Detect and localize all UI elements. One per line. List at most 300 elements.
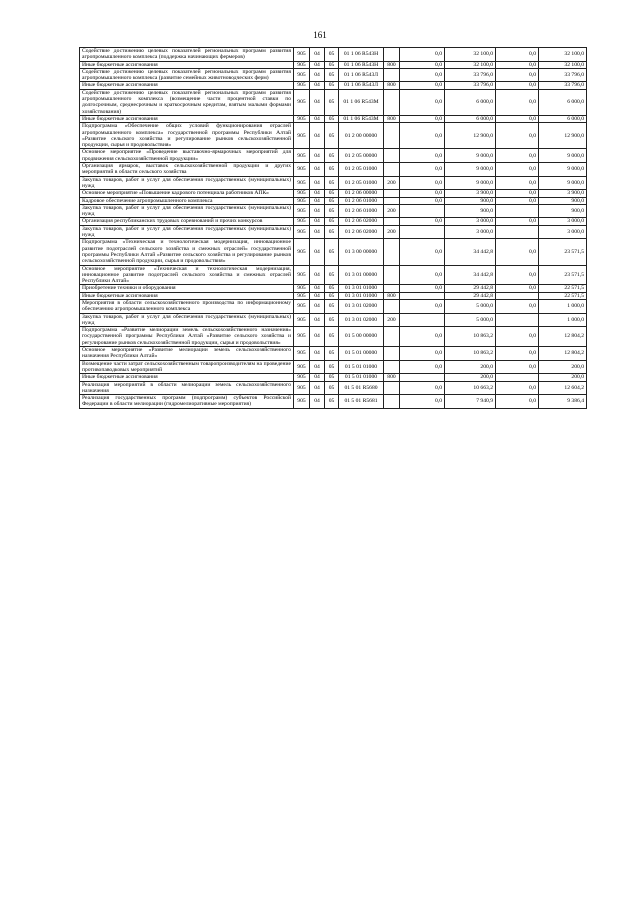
amount-3: 0,0 <box>496 327 539 347</box>
row-name: Закупка товаров, работ и услуг для обеспечения государственных (муниципальных) нужд <box>80 176 294 190</box>
table-row <box>80 374 587 381</box>
amount-4: 12 604,2 <box>539 381 587 395</box>
subsection-code: 05 <box>325 204 339 218</box>
row-name: Содействие достижению целевых показателей региональных программ развития агропромышленного комплекса (поддержка начинающих фермеров) <box>80 48 294 62</box>
section-code: 04 <box>310 239 325 265</box>
amount-3: 0,0 <box>496 197 539 204</box>
amount-3: 0,0 <box>496 176 539 190</box>
ved-code: 905 <box>294 115 310 122</box>
subsection-code: 05 <box>325 360 339 374</box>
amount-3: 0,0 <box>496 163 539 177</box>
amount-1: 0,0 <box>400 176 445 190</box>
table-row <box>80 48 587 62</box>
row-name: Организация ярмарок, выставок сельскохозяйственной продукции и других мероприятий в области сельского хозяйства <box>80 163 294 177</box>
amount-4: 3 000,0 <box>539 218 587 225</box>
amount-3: 0,0 <box>496 381 539 395</box>
target-article-code: 01 2 05 00000 <box>339 149 384 163</box>
amount-1: 0,0 <box>400 265 445 285</box>
section-code: 04 <box>310 347 325 361</box>
row-name: Организация республиканских трудовых соревнований и прочих конкурсов <box>80 218 294 225</box>
target-article-code: 01 2 06 01000 <box>339 197 384 204</box>
row-name: Основное мероприятие «Техническая и технологическая модернизация, инновационное развитие подотраслей сельского хозяйства и смежных отраслей Республики Алтай» <box>80 265 294 285</box>
ved-code: 905 <box>294 313 310 327</box>
amount-1: 0,0 <box>400 299 445 313</box>
expense-type-code <box>384 190 400 197</box>
subsection-code: 05 <box>325 327 339 347</box>
expense-type-code: 800 <box>384 292 400 299</box>
table-row <box>80 327 587 347</box>
expense-type-code <box>384 381 400 395</box>
row-name: Иные бюджетные ассигнования <box>80 115 294 122</box>
row-name: Основное мероприятие «Проведение выставочно-ярмарочных мероприятий для продвижения сельскохозяйственной продукции» <box>80 149 294 163</box>
expense-type-code <box>384 89 400 115</box>
ved-code: 905 <box>294 48 310 62</box>
amount-2: 900,0 <box>445 197 496 204</box>
amount-4: 900,0 <box>539 197 587 204</box>
table-row <box>80 395 587 409</box>
row-name: Подпрограмма «Развитие мелиорации земель сельскохозяйственного назначения» государственной программы Республики Алтай «Развитие сельского хозяйства и регулирование рынков сельскохозяйственной продукции, сырья и продовольствия» <box>80 327 294 347</box>
subsection-code: 05 <box>325 299 339 313</box>
section-code: 04 <box>310 204 325 218</box>
section-code: 04 <box>310 61 325 68</box>
subsection-code: 05 <box>325 285 339 292</box>
expense-type-code: 800 <box>384 61 400 68</box>
ved-code: 905 <box>294 163 310 177</box>
target-article-code: 01 3 01 01000 <box>339 285 384 292</box>
section-code: 04 <box>310 190 325 197</box>
amount-1: 0,0 <box>400 61 445 68</box>
table-row <box>80 61 587 68</box>
target-article-code: 01 2 05 01000 <box>339 176 384 190</box>
amount-2: 29 442,8 <box>445 292 496 299</box>
ved-code: 905 <box>294 299 310 313</box>
row-name: Приобретение техники и оборудования <box>80 285 294 292</box>
ved-code: 905 <box>294 239 310 265</box>
subsection-code: 05 <box>325 48 339 62</box>
amount-2: 3 000,0 <box>445 218 496 225</box>
section-code: 04 <box>310 225 325 239</box>
ved-code: 905 <box>294 89 310 115</box>
section-code: 04 <box>310 123 325 149</box>
table-row <box>80 313 587 327</box>
expense-type-code <box>384 299 400 313</box>
row-name: Подпрограмма «Техническая и технологическая модернизация, инновационное развитие подотраслей сельского хозяйства и смежных отраслей» государственной программы Республики Алтай «Развитие сельского хозяйства и регулирование рынков сельскохозяйственной продукции, сырья и продовольствия» <box>80 239 294 265</box>
amount-4: 200,0 <box>539 374 587 381</box>
amount-2: 34 442,8 <box>445 239 496 265</box>
target-article-code: 01 1 06 R543Л <box>339 82 384 89</box>
amount-4: 6 000,0 <box>539 115 587 122</box>
table-row <box>80 292 587 299</box>
amount-3: 0,0 <box>496 68 539 82</box>
amount-4: 12 804,2 <box>539 327 587 347</box>
subsection-code: 05 <box>325 313 339 327</box>
amount-1: 0,0 <box>400 285 445 292</box>
subsection-code: 05 <box>325 68 339 82</box>
table-row <box>80 115 587 122</box>
section-code: 04 <box>310 285 325 292</box>
subsection-code: 05 <box>325 347 339 361</box>
table-row <box>80 285 587 292</box>
amount-1: 0,0 <box>400 48 445 62</box>
amount-4: 32 100,0 <box>539 61 587 68</box>
amount-4: 23 571,5 <box>539 239 587 265</box>
expense-type-code <box>384 48 400 62</box>
table-row <box>80 360 587 374</box>
amount-2: 3 000,0 <box>445 225 496 239</box>
row-name: Подпрограмма «Обеспечение общих условий функционирования отраслей агропромышленного комплекса» государственной программы Республики Алтай «Развитие сельского хозяйства и регулирование рынков сельскохозяйственной продукции, сырья и продовольствия» <box>80 123 294 149</box>
amount-1: 0,0 <box>400 218 445 225</box>
ved-code: 905 <box>294 82 310 89</box>
subsection-code: 05 <box>325 395 339 409</box>
section-code: 04 <box>310 381 325 395</box>
expense-type-code <box>384 197 400 204</box>
row-name: Основное мероприятие «Развитие мелиорации земель сельскохозяйственного назначения Республики Алтай» <box>80 347 294 361</box>
amount-4: 200,0 <box>539 360 587 374</box>
ved-code: 905 <box>294 381 310 395</box>
ved-code: 905 <box>294 347 310 361</box>
expense-type-code <box>384 395 400 409</box>
row-name: Иные бюджетные ассигнования <box>80 292 294 299</box>
amount-3 <box>496 204 539 218</box>
amount-2: 9 000,0 <box>445 163 496 177</box>
ved-code: 905 <box>294 149 310 163</box>
amount-1 <box>400 313 445 327</box>
ved-code: 905 <box>294 197 310 204</box>
row-name: Иные бюджетные ассигнования <box>80 61 294 68</box>
target-article-code: 01 5 01 00000 <box>339 347 384 361</box>
amount-1: 0,0 <box>400 381 445 395</box>
section-code: 04 <box>310 176 325 190</box>
amount-2: 5 000,0 <box>445 313 496 327</box>
table-row <box>80 347 587 361</box>
amount-2: 32 100,0 <box>445 48 496 62</box>
subsection-code: 05 <box>325 82 339 89</box>
amount-2: 9 000,0 <box>445 149 496 163</box>
row-name: Содействие достижению целевых показателей региональных программ развития агропромышленного комплекса (возмещение части процентной ставки по долгосрочным, среднесрочным и краткосрочным кредитам, взятым малыми формами хозяйствования) <box>80 89 294 115</box>
expense-type-code <box>384 149 400 163</box>
target-article-code: 01 1 06 R543М <box>339 115 384 122</box>
ved-code: 905 <box>294 374 310 381</box>
row-name: Закупка товаров, работ и услуг для обеспечения государственных (муниципальных) нужд <box>80 313 294 327</box>
table-row <box>80 123 587 149</box>
table-row <box>80 204 587 218</box>
budget-table <box>79 47 587 409</box>
section-code: 04 <box>310 374 325 381</box>
section-code: 04 <box>310 89 325 115</box>
amount-4: 3 900,0 <box>539 190 587 197</box>
expense-type-code <box>384 68 400 82</box>
target-article-code: 01 2 05 01000 <box>339 163 384 177</box>
subsection-code: 05 <box>325 374 339 381</box>
target-article-code: 01 1 06 R543М <box>339 89 384 115</box>
expense-type-code <box>384 218 400 225</box>
ved-code: 905 <box>294 204 310 218</box>
target-article-code: 01 3 01 01000 <box>339 292 384 299</box>
amount-2: 12 900,0 <box>445 123 496 149</box>
target-article-code: 01 3 01 02000 <box>339 299 384 313</box>
expense-type-code <box>384 327 400 347</box>
section-code: 04 <box>310 149 325 163</box>
table-row <box>80 299 587 313</box>
amount-4: 12 900,0 <box>539 123 587 149</box>
table-row <box>80 163 587 177</box>
expense-type-code <box>384 347 400 361</box>
table-row <box>80 225 587 239</box>
target-article-code: 01 2 06 02000 <box>339 218 384 225</box>
amount-1 <box>400 204 445 218</box>
row-name: Реализация государственных программ (подпрограмм) субъектов Российской Федерации в области мелиорации (гидромелиоративные мероприятия) <box>80 395 294 409</box>
amount-1: 0,0 <box>400 123 445 149</box>
table-row <box>80 381 587 395</box>
amount-1: 0,0 <box>400 347 445 361</box>
table-row <box>80 239 587 265</box>
section-code: 04 <box>310 327 325 347</box>
subsection-code: 05 <box>325 123 339 149</box>
ved-code: 905 <box>294 225 310 239</box>
amount-1: 0,0 <box>400 360 445 374</box>
row-name: Возмещение части затрат сельскохозяйственным товаропроизводителям на проведение противопаводковых мероприятий <box>80 360 294 374</box>
amount-3: 0,0 <box>496 218 539 225</box>
amount-3: 0,0 <box>496 61 539 68</box>
amount-2: 34 442,8 <box>445 265 496 285</box>
amount-4: 33 796,0 <box>539 68 587 82</box>
amount-2: 10 663,2 <box>445 381 496 395</box>
row-name: Закупка товаров, работ и услуг для обеспечения государственных (муниципальных) нужд <box>80 204 294 218</box>
expense-type-code <box>384 163 400 177</box>
subsection-code: 05 <box>325 61 339 68</box>
amount-4: 900,0 <box>539 204 587 218</box>
amount-4: 1 000,0 <box>539 299 587 313</box>
amount-4: 12 804,2 <box>539 347 587 361</box>
amount-1: 0,0 <box>400 395 445 409</box>
section-code: 04 <box>310 299 325 313</box>
amount-1: 0,0 <box>400 68 445 82</box>
amount-2: 33 796,0 <box>445 68 496 82</box>
section-code: 04 <box>310 395 325 409</box>
amount-4: 1 000,0 <box>539 313 587 327</box>
target-article-code: 01 2 06 01000 <box>339 204 384 218</box>
ved-code: 905 <box>294 292 310 299</box>
subsection-code: 05 <box>325 265 339 285</box>
ved-code: 905 <box>294 285 310 292</box>
subsection-code: 05 <box>325 149 339 163</box>
amount-2: 33 796,0 <box>445 82 496 89</box>
section-code: 04 <box>310 313 325 327</box>
row-name: Закупка товаров, работ и услуг для обеспечения государственных (муниципальных) нужд <box>80 225 294 239</box>
amount-1: 0,0 <box>400 82 445 89</box>
subsection-code: 05 <box>325 163 339 177</box>
section-code: 04 <box>310 68 325 82</box>
table-row <box>80 190 587 197</box>
row-name: Реализация мероприятий в области мелиорации земель сельскохозяйственного назначения <box>80 381 294 395</box>
amount-1: 0,0 <box>400 197 445 204</box>
amount-3: 0,0 <box>496 149 539 163</box>
amount-1 <box>400 292 445 299</box>
amount-2: 200,0 <box>445 374 496 381</box>
expense-type-code: 800 <box>384 374 400 381</box>
subsection-code: 05 <box>325 89 339 115</box>
subsection-code: 05 <box>325 115 339 122</box>
table-row <box>80 149 587 163</box>
amount-1: 0,0 <box>400 327 445 347</box>
amount-4: 22 571,5 <box>539 285 587 292</box>
table-row <box>80 197 587 204</box>
target-article-code: 01 2 06 02000 <box>339 225 384 239</box>
section-code: 04 <box>310 265 325 285</box>
amount-3: 0,0 <box>496 347 539 361</box>
amount-4: 9 000,0 <box>539 149 587 163</box>
amount-3: 0,0 <box>496 123 539 149</box>
expense-type-code: 800 <box>384 115 400 122</box>
subsection-code: 05 <box>325 239 339 265</box>
amount-1: 0,0 <box>400 89 445 115</box>
target-article-code: 01 2 06 00000 <box>339 190 384 197</box>
section-code: 04 <box>310 82 325 89</box>
expense-type-code <box>384 123 400 149</box>
subsection-code: 05 <box>325 292 339 299</box>
page-number: 161 <box>313 30 327 40</box>
expense-type-code: 800 <box>384 82 400 89</box>
amount-3: 0,0 <box>496 299 539 313</box>
target-article-code: 01 2 00 00000 <box>339 123 384 149</box>
amount-3 <box>496 225 539 239</box>
row-name: Иные бюджетные ассигнования <box>80 82 294 89</box>
target-article-code: 01 5 01 R5681 <box>339 395 384 409</box>
row-name: Основное мероприятие «Повышение кадрового потенциала работников АПК» <box>80 190 294 197</box>
amount-3: 0,0 <box>496 395 539 409</box>
amount-2: 10 863,2 <box>445 347 496 361</box>
amount-4: 6 000,0 <box>539 89 587 115</box>
amount-2: 900,0 <box>445 204 496 218</box>
subsection-code: 05 <box>325 225 339 239</box>
row-name: Кадровое обеспечение агропромышленного комплекса <box>80 197 294 204</box>
expense-type-code <box>384 239 400 265</box>
ved-code: 905 <box>294 218 310 225</box>
table-row <box>80 89 587 115</box>
subsection-code: 05 <box>325 381 339 395</box>
subsection-code: 05 <box>325 218 339 225</box>
table-row <box>80 176 587 190</box>
subsection-code: 05 <box>325 176 339 190</box>
amount-3: 0,0 <box>496 285 539 292</box>
amount-4: 33 796,0 <box>539 82 587 89</box>
target-article-code: 01 3 01 00000 <box>339 265 384 285</box>
subsection-code: 05 <box>325 190 339 197</box>
amount-3: 0,0 <box>496 89 539 115</box>
row-name: Мероприятия в области сельскохозяйственного производства по информационному обеспечению агропромышленного комплекса <box>80 299 294 313</box>
amount-1: 0,0 <box>400 239 445 265</box>
section-code: 04 <box>310 292 325 299</box>
table-row <box>80 218 587 225</box>
amount-3: 0,0 <box>496 360 539 374</box>
amount-4: 23 571,5 <box>539 265 587 285</box>
amount-1 <box>400 374 445 381</box>
ved-code: 905 <box>294 360 310 374</box>
amount-1: 0,0 <box>400 190 445 197</box>
amount-3: 0,0 <box>496 48 539 62</box>
expense-type-code: 200 <box>384 225 400 239</box>
amount-4: 32 100,0 <box>539 48 587 62</box>
ved-code: 905 <box>294 123 310 149</box>
amount-3: 0,0 <box>496 265 539 285</box>
target-article-code: 01 1 06 R543Н <box>339 48 384 62</box>
amount-3: 0,0 <box>496 190 539 197</box>
target-article-code: 01 5 01 01000 <box>339 360 384 374</box>
amount-3 <box>496 374 539 381</box>
ved-code: 905 <box>294 176 310 190</box>
expense-type-code <box>384 265 400 285</box>
table-row <box>80 265 587 285</box>
expense-type-code <box>384 285 400 292</box>
amount-2: 6 000,0 <box>445 115 496 122</box>
target-article-code: 01 5 01 01000 <box>339 374 384 381</box>
target-article-code: 01 5 01 R5680 <box>339 381 384 395</box>
section-code: 04 <box>310 218 325 225</box>
ved-code: 905 <box>294 61 310 68</box>
target-article-code: 01 1 06 R543Л <box>339 68 384 82</box>
ved-code: 905 <box>294 190 310 197</box>
amount-4: 9 386,4 <box>539 395 587 409</box>
row-name: Содействие достижению целевых показателей региональных программ развития агропромышленного комплекса (развитие семейных животноводческих ферм) <box>80 68 294 82</box>
ved-code: 905 <box>294 265 310 285</box>
expense-type-code <box>384 360 400 374</box>
amount-1: 0,0 <box>400 115 445 122</box>
row-name: Иные бюджетные ассигнования <box>80 374 294 381</box>
amount-4: 22 571,5 <box>539 292 587 299</box>
ved-code: 905 <box>294 68 310 82</box>
expense-type-code: 200 <box>384 313 400 327</box>
table-row <box>80 68 587 82</box>
amount-2: 10 863,2 <box>445 327 496 347</box>
amount-2: 32 100,0 <box>445 61 496 68</box>
target-article-code: 01 5 00 00000 <box>339 327 384 347</box>
amount-1: 0,0 <box>400 163 445 177</box>
amount-4: 9 000,0 <box>539 163 587 177</box>
section-code: 04 <box>310 197 325 204</box>
amount-3: 0,0 <box>496 115 539 122</box>
amount-4: 3 000,0 <box>539 225 587 239</box>
amount-2: 7 940,9 <box>445 395 496 409</box>
amount-4: 9 000,0 <box>539 176 587 190</box>
amount-2: 9 000,0 <box>445 176 496 190</box>
amount-3 <box>496 313 539 327</box>
section-code: 04 <box>310 360 325 374</box>
amount-1 <box>400 225 445 239</box>
amount-1: 0,0 <box>400 149 445 163</box>
amount-2: 5 000,0 <box>445 299 496 313</box>
amount-3 <box>496 292 539 299</box>
amount-3: 0,0 <box>496 82 539 89</box>
amount-2: 29 442,8 <box>445 285 496 292</box>
ved-code: 905 <box>294 395 310 409</box>
ved-code: 905 <box>294 327 310 347</box>
expense-type-code: 200 <box>384 204 400 218</box>
subsection-code: 05 <box>325 197 339 204</box>
amount-2: 6 000,0 <box>445 89 496 115</box>
table-body <box>80 48 587 409</box>
target-article-code: 01 1 06 R543Н <box>339 61 384 68</box>
expense-type-code: 200 <box>384 176 400 190</box>
table-row <box>80 82 587 89</box>
amount-3: 0,0 <box>496 239 539 265</box>
amount-2: 200,0 <box>445 360 496 374</box>
section-code: 04 <box>310 48 325 62</box>
target-article-code: 01 3 00 00000 <box>339 239 384 265</box>
section-code: 04 <box>310 115 325 122</box>
amount-2: 3 900,0 <box>445 190 496 197</box>
target-article-code: 01 3 01 02000 <box>339 313 384 327</box>
section-code: 04 <box>310 163 325 177</box>
